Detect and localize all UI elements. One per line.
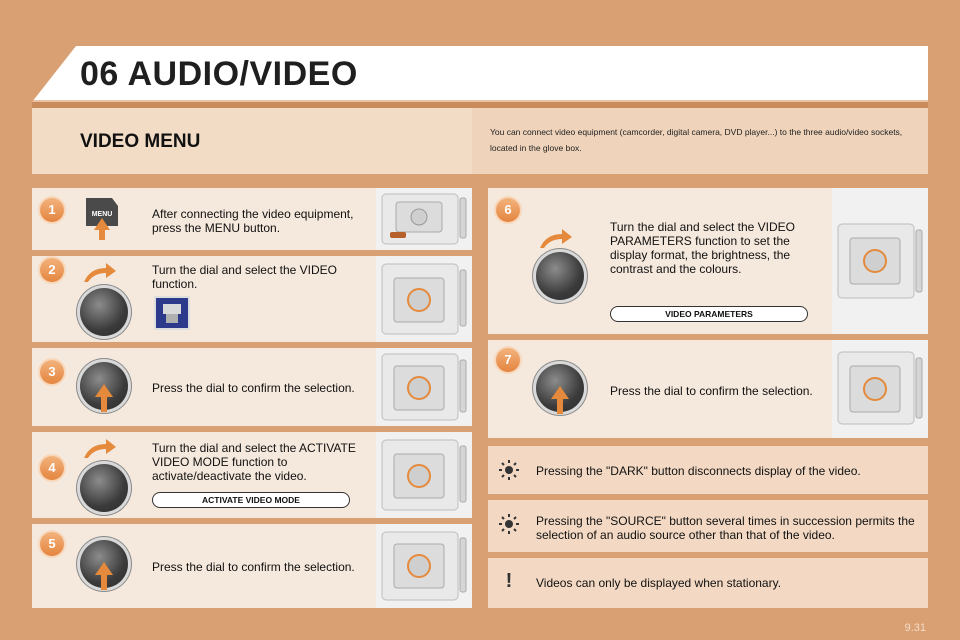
turn-arrow-icon <box>82 438 118 460</box>
step-5-number: 5 <box>40 532 64 556</box>
radio-unit-image <box>832 188 928 334</box>
step-2-number: 2 <box>40 258 64 282</box>
step-1-number: 1 <box>40 198 64 222</box>
turn-arrow-icon <box>538 228 574 250</box>
step-7-number: 7 <box>496 348 520 372</box>
sun-icon <box>498 513 520 535</box>
step-6-text: Turn the dial and select the VIDEO PARAMETERS function to set the display format, the brightness, the contrast and the colours. <box>610 220 795 276</box>
press-arrow-icon <box>101 574 107 590</box>
radio-unit-image <box>376 348 472 426</box>
radio-unit-image <box>376 188 472 250</box>
note-dark-text: Pressing the "DARK" button disconnects display of the video. <box>536 464 861 478</box>
title-corner <box>32 46 76 102</box>
page-number: 9.31 <box>904 622 926 634</box>
video-function-icon <box>154 296 190 330</box>
radio-unit-image <box>832 340 928 438</box>
turn-arrow-icon <box>82 262 118 284</box>
step-7-text: Press the dial to confirm the selection. <box>610 384 813 398</box>
step-5-text: Press the dial to confirm the selection. <box>152 560 355 574</box>
press-arrow-head <box>95 562 113 575</box>
step-2-text: Turn the dial and select the VIDEO function. <box>152 263 337 291</box>
step-4-number: 4 <box>40 456 64 480</box>
press-arrow-icon <box>557 398 563 414</box>
intro-text: You can connect video equipment (camcorder, digital camera, DVD player...) to the three audio/video sockets, located in the glove box. <box>490 127 903 153</box>
dial-icon <box>80 464 128 512</box>
step-6-number: 6 <box>496 198 520 222</box>
menu-button-icon <box>82 192 122 232</box>
note-source-text: Pressing the "SOURCE" button several times in succession permits the selection of an audio source other than that of the video. <box>536 514 915 542</box>
video-parameters-label: VIDEO PARAMETERS <box>610 306 808 322</box>
radio-unit-image <box>376 432 472 518</box>
step-1-text: After connecting the video equipment, press the MENU button. <box>152 207 354 235</box>
note-stationary-text: Videos can only be displayed when stationary. <box>536 576 782 590</box>
radio-unit-image <box>376 256 472 342</box>
radio-unit-image <box>376 524 472 608</box>
sun-icon <box>498 459 520 481</box>
activate-video-mode-label: ACTIVATE VIDEO MODE <box>152 492 350 508</box>
step-3-number: 3 <box>40 360 64 384</box>
press-arrow-head <box>95 384 113 397</box>
section-title: VIDEO MENU <box>80 131 201 152</box>
press-arrow-head <box>551 386 569 399</box>
dial-icon <box>536 252 584 300</box>
menu-button-label: MENU <box>91 211 113 218</box>
step-3-text: Press the dial to confirm the selection. <box>152 381 355 395</box>
step-4-text: Turn the dial and select the ACTIVATE VIDEO MODE function to activate/deactivate the video. <box>152 441 356 483</box>
press-arrow-icon <box>101 396 107 412</box>
exclamation-icon: ! <box>505 570 513 592</box>
page-title: 06 AUDIO/VIDEO <box>80 55 358 93</box>
dial-icon <box>80 288 128 336</box>
